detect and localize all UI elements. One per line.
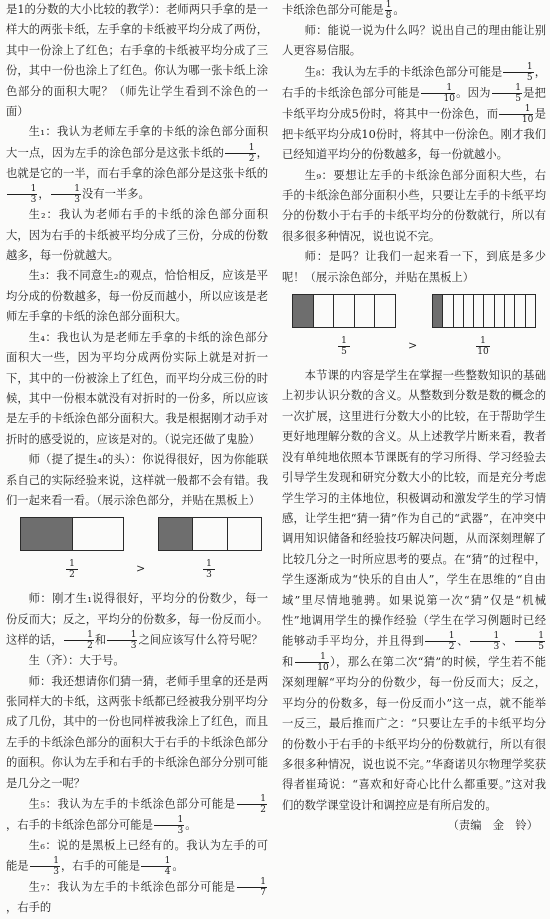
paragraph: 生₄：我也认为是老师左手拿的卡纸的涂色部分面积大一些，因为平均分成两份实际上就是对折一下，其中的一份被涂上了红色，而平均分成三份的时候，其中一份根本就没有对折时的一份多，所以应该是左手的卡纸涂色部分面积大。我是根据刚才动手对折时的感受说的，应该是对的。（说完还做了鬼脸） xyxy=(6,330,268,446)
paragraph: 师：刚才生₁说得很好，平均分的份数少，每一份反而大；反之，平均分的份数多，每一份反而小。这样的话， $\frac{1}{2}$ 和 $\frac{1}{3}$ 之间应该写什么符号呢？ xyxy=(6,592,268,652)
paragraph: 师（提了提生₄的头）：你说得很好，因为你能联系自己的实际经验来说，这样就一般都不会有错。我们一起来看一看。（展示涂色部分，并贴在黑板上） xyxy=(6,453,268,507)
editor-signature: （责编 金 铃） xyxy=(447,819,538,833)
paragraph: 本节课的内容是学生在掌握一些整数知识的基础上初步认识分数的含义。从整数到分数是数的概念的一次扩展，这里进行分数大小的比较，在于帮助学生更好地理解分数的含义。从上述教学片断来看，教者没有单纯地依照本节课既有的学习所得、学习经验去引导学生发现和研究分数大小的比较，而是充分考虑学生学习的主体地位，积极调动和激发学生的学习情感，让学生把“猜一猜”作为自己的“武器”，在冲突中调用知识储备和经验技巧解决问题，从而深刻理解了比较几分之一时所应思考的要点。在“猜”的过程中，学生逐渐成为“快乐的自由人”，学生在思维的“自由域”里尽情地驰骋。如果说第一次“猜”仅是“机械性”地调用学生的操作经验（学生在学习例题时已经能够动手平均分，并且得到 $\frac{1}{2}$ 、 $\frac{1}{3}$ 、 $\frac{1}{5}$ 和 $\frac{1}{10}$ ），那么在第二次“猜”的时候，学生若不能深刻理解“平均分的份数少，每一份反而大；反之，平均分的份数多，每一份反而小”这一点，就不能举一反三，最后推而广之：“只要让左手的卡纸平均分的份数小于右手的卡纸平均分的份数就行，所以有很多很多种情况，说也说不完。”华裔诺贝尔物理学奖获得者崔琦说：“喜欢和好奇心比什么都重要。”这对我们的数学课堂设计和调控应是有所启发的。 xyxy=(282,369,546,812)
fraction-label: 1 3 xyxy=(203,559,215,580)
paragraph: 生（齐）：大于号。 xyxy=(28,654,125,668)
paragraph: 师：我还想请你们猜一猜，老师手里拿的还是两张同样大的卡纸，这两张卡纸都已经被我分别平均分成了几份，其中的一份也同样被我涂上了红色，而且左手的卡纸涂色部分的面积大于右手的卡纸涂色部分的面积。你认为左手和右手的卡纸涂色部分分别可能是几分之一呢？ xyxy=(6,674,268,790)
paragraph: 生₂：我认为老师右手的卡纸的涂色部分面积大，因为右手的卡纸被平均分成了三份，分成的份数越多，每一份就越大。 xyxy=(6,208,268,263)
fraction-label: 1 5 xyxy=(338,336,350,357)
rect-fifth xyxy=(292,294,396,328)
fraction-third: $\frac{1}{3}$ xyxy=(7,184,37,205)
paragraph: 生₇：我认为左手的卡纸涂色部分可能是 $\frac{1}{7}$ ，右手的 xyxy=(6,877,266,915)
figure-fifth-vs-tenth xyxy=(282,292,546,362)
greater-than-symbol: > xyxy=(136,562,146,576)
figure-half-vs-third xyxy=(6,515,268,585)
fraction-third: $\frac{1}{3}$ xyxy=(51,184,81,205)
left-column xyxy=(6,0,268,919)
paragraph: 生₁：我认为老师左手拿的卡纸的涂色部分面积大一点，因为左手的涂色部分是这张卡纸的 $\frac{1}{2}$ ，也就是它的一半，而右手拿的涂色部分是这张卡纸的 $\frac{1}{3}$ ， $\frac{1}{3}$ 没有一半多。 xyxy=(6,125,268,206)
paragraph: 师：是吗？让我们一起来看一下，到底是多少呢！（展示涂色部分，并贴在黑板上） xyxy=(282,250,546,284)
right-column xyxy=(282,0,546,837)
fraction-half: $\frac{1}{2}$ xyxy=(225,143,255,164)
greater-than-symbol: > xyxy=(408,339,418,353)
paragraph: 生₉：要想让左手的卡纸涂色部分面积大些，右手的卡纸涂色部分面积小些，只要让左手的卡纸平均分的份数小于右手的卡纸平均分的份数就行，所以有很多很多种情况，说也说不完。 xyxy=(282,168,546,243)
rect-half xyxy=(20,517,124,551)
rect-tenth xyxy=(432,294,536,328)
paragraph: 是1的分数的大小比较的教学）：老师两只手拿的是一样大的两张卡纸，左手拿的卡纸被平均分成了两份，其中一份涂上了红色；右手拿的卡纸被平均分成了三份，其中一份也涂上了红色。你认为哪一张卡纸上涂色部分的面积大呢？（师先让学生看到不涂色的一面） xyxy=(6,3,268,119)
rect-third xyxy=(158,517,262,551)
paragraph: 生₃：我不同意生₂的观点，恰恰相反，应该是平均分成的份数越多，每一份反而越小，所以应该是老师左手拿的卡纸的涂色部分面积大。 xyxy=(6,269,268,324)
fraction-label: 1 2 xyxy=(66,559,78,580)
fraction-label: 1 10 xyxy=(477,336,489,358)
paragraph: 生₅：我认为左手的卡纸涂色部分可能是 $\frac{1}{2}$ ，右手的卡纸涂色部分可能是 $\frac{1}{3}$ 。 xyxy=(6,794,266,836)
paragraph: 生₈：我认为左手的卡纸涂色部分可能是 $\frac{1}{5}$ ，右手的卡纸涂色部分可能是 $\frac{1}{10}$ 。因为 $\frac{1}{5}$ 是把卡纸平均分成5份时，将其中一份涂色，而 $\frac{1}{10}$ 是把卡纸平均分成10份时，将其中一份涂色。刚才我们已经知道平均分的份数越多，每一份就越小。 xyxy=(282,61,546,162)
paragraph: 生₆：说的是黑板上已经有的。我认为左手的可能是 $\frac{1}{3}$ ，右手的可能是 $\frac{1}{4}$ 。 xyxy=(6,839,268,878)
paragraph: 卡纸涂色部分可能是 $\frac{1}{8}$ 。 xyxy=(282,0,405,21)
paragraph: 师：能说一说为什么吗？说出自己的理由能让别人更容易信服。 xyxy=(282,24,546,58)
